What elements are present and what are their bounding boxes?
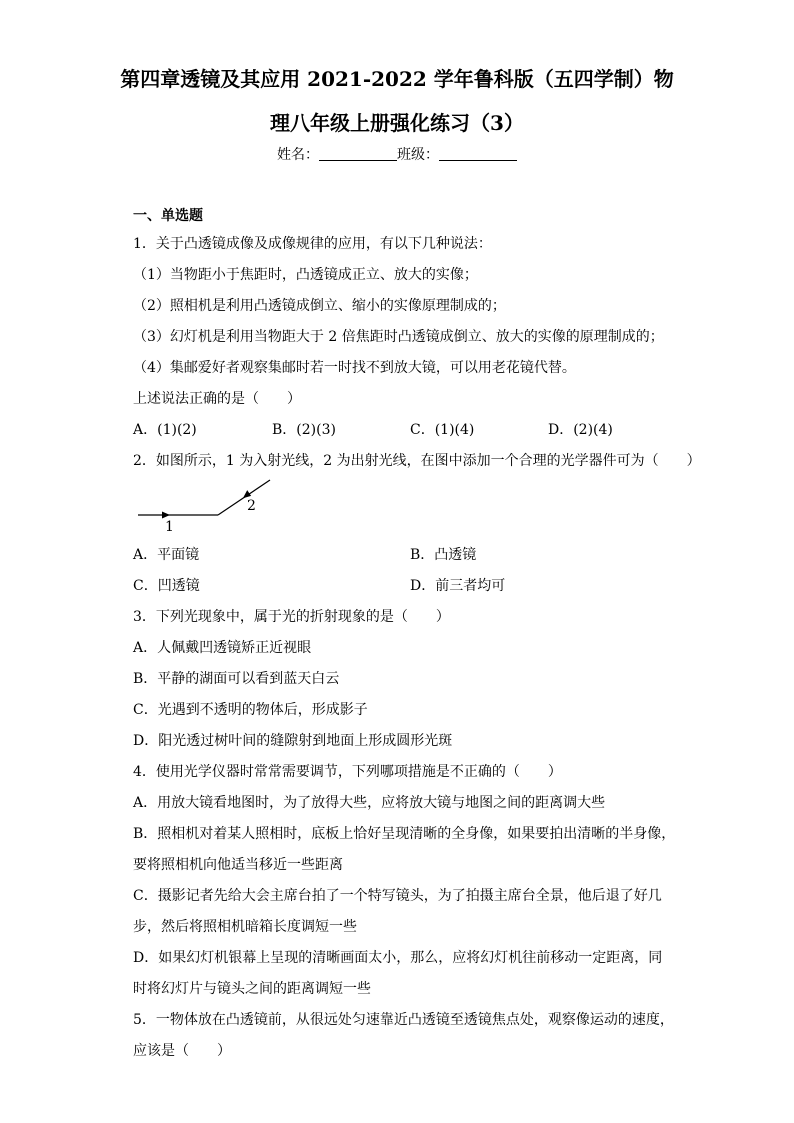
q1-question: 上述说法正确的是（ ）: [133, 391, 301, 407]
ray-label-2: 2: [247, 498, 256, 514]
q5-stem-cont: 应该是（ ）: [133, 1043, 231, 1059]
q4-option-d-cont[interactable]: 时将幻灯片与镜头之间的距离调短一些: [133, 981, 371, 997]
q4-option-b[interactable]: B．照相机对着某人照相时，底板上恰好呈现清晰的全身像，如果要拍出清晰的半身像，: [133, 826, 676, 842]
q3-option-c[interactable]: C．光遇到不透明的物体后，形成影子: [133, 702, 368, 718]
q1-statement-3: （3）幻灯机是利用当物距大于 2 倍焦距时凸透镜成倒立、放大的实像的原理制成的；: [133, 329, 664, 345]
q3-option-b[interactable]: B．平静的湖面可以看到蓝天白云: [133, 671, 340, 687]
q1-stem: 1．关于凸透镜成像及成像规律的应用，有以下几种说法：: [133, 236, 492, 252]
q3-option-a[interactable]: A．人佩戴凹透镜矫正近视眼: [133, 640, 312, 656]
q2-option-d[interactable]: D．前三者均可: [410, 578, 506, 594]
q3-option-d[interactable]: D．阳光透过树叶间的缝隙射到地面上形成圆形光斑: [133, 733, 453, 749]
q5-stem: 5．一物体放在凸透镜前，从很远处匀速靠近凸透镜至透镜焦点处，观察像运动的速度，: [133, 1012, 674, 1028]
name-blank[interactable]: [319, 146, 397, 161]
q4-option-c-cont[interactable]: 步，然后将照相机暗箱长度调短一些: [133, 919, 357, 935]
section-heading: 一、单选题: [133, 208, 203, 224]
q4-option-d[interactable]: D．如果幻灯机银幕上呈现的清晰画面太小，那么，应将幻灯机往前移动一定距离，同: [133, 950, 663, 966]
q3-stem: 3．下列光现象中，属于光的折射现象的是（ ）: [133, 609, 450, 625]
title-line-1: 第四章透镜及其应用 2021-2022 学年鲁科版（五四学制）物: [120, 67, 674, 91]
q2-option-a[interactable]: A．平面镜: [133, 547, 200, 563]
q1-statement-2: （2）照相机是利用凸透镜成倒立、缩小的实像原理制成的；: [133, 298, 506, 314]
light-ray-diagram: [130, 476, 290, 536]
q1-option-b[interactable]: B．(2)(3): [272, 422, 336, 438]
q1-option-c[interactable]: C．(1)(4): [410, 422, 475, 438]
class-label: 班级：: [397, 147, 439, 163]
q4-option-b-cont[interactable]: 要将照相机向他适当移近一些距离: [133, 857, 343, 873]
q4-option-a[interactable]: A．用放大镜看地图时，为了放得大些，应将放大镜与地图之间的距离调大些: [133, 795, 606, 811]
title-line-2: 理八年级上册强化练习（3）: [270, 111, 524, 135]
incident-arrow: [162, 512, 170, 519]
class-blank[interactable]: [439, 146, 517, 161]
q4-option-c[interactable]: C．摄影记者先给大会主席台拍了一个特写镜头，为了拍摄主席台全景，他后退了好几: [133, 888, 662, 904]
q1-statement-4: （4）集邮爱好者观察集邮时若一时找不到放大镜，可以用老花镜代替。: [133, 360, 576, 376]
q1-option-d[interactable]: D．(2)(4): [548, 422, 613, 438]
q1-option-a[interactable]: A．(1)(2): [133, 422, 197, 438]
ray-label-1: 1: [165, 519, 174, 535]
name-label: 姓名：: [277, 147, 319, 163]
q1-statement-1: （1）当物距小于焦距时，凸透镜成正立、放大的实像；: [133, 267, 478, 283]
q2-stem: 2．如图所示，1 为入射光线，2 为出射光线，在图中添加一个合理的光学器件可为（ ）: [133, 453, 701, 469]
q2-option-b[interactable]: B．凸透镜: [410, 547, 477, 563]
name-class-bar: [0, 145, 794, 165]
q2-option-c[interactable]: C．凹透镜: [133, 578, 200, 594]
q4-stem: 4．使用光学仪器时常常需要调节，下列哪项措施是不正确的（ ）: [133, 764, 562, 780]
